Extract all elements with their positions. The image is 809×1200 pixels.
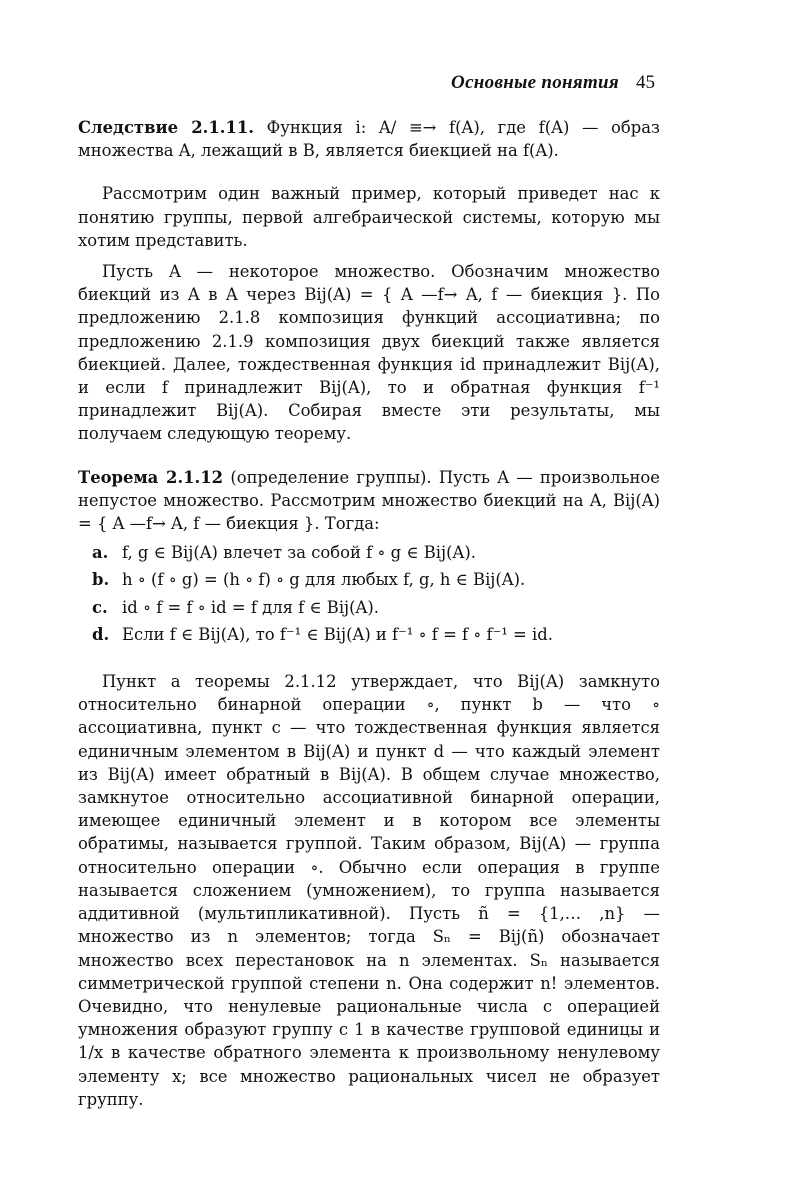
page-header bbox=[0, 72, 809, 98]
item-text: id ∘ f = f ∘ id = f для f ∈ Bij(A). bbox=[122, 597, 379, 617]
page-number: 45 bbox=[636, 72, 655, 93]
theorem-items bbox=[92, 541, 660, 646]
theorem-text: (определение группы). Пусть A — произвольное непустое множество. Рассмотрим множество биекций на A, Bij(A) = { A —f→ A, f — биекция }. Тогда: bbox=[78, 467, 660, 534]
item-mark: c. bbox=[92, 597, 108, 617]
theorem-statement bbox=[78, 466, 660, 536]
theorem-item-a bbox=[92, 541, 660, 564]
discussion-paragraph: Пункт a теоремы 2.1.12 утверждает, что Bij(A) замкнуто относительно бинарной операции ∘, пункт b — что ∘ ассоциативна, пункт c — что тождественная функция является единичным элементом в Bij(A) и пункт d — что каждый элемент из Bij(A) имеет обратный в Bij(A). В общем случае множество, замкнутое относительно ассоциативной бинарной операции, имеющее единичный элемент и в котором все элементы обратимы, называется группой. Таким образом, Bij(A) — группа относительно операции ∘. Обычно если операция в группе называется сложением (умножением), то группа называется аддитивной (мультипликативной). Пусть ñ = {1,… ,n} — множество из n элементов; тогда Sₙ = Bij(ñ) обозначает множество всех перестановок на n элементах. Sₙ называется симметрической группой степени n. Она содержит n! элементов. Очевидно, что ненулевые рациональные числа с операцией умножения образуют группу с 1 в качестве групповой единицы и 1/x в качестве обратного элемента к произвольному ненулевому элементу x; все множество рациональных чисел не образует группу. bbox=[78, 672, 660, 1109]
item-mark: d. bbox=[92, 624, 110, 644]
corollary bbox=[78, 116, 660, 162]
item-mark: b. bbox=[92, 570, 110, 590]
theorem-label: Теорема 2.1.12 bbox=[78, 467, 224, 487]
item-text: Если f ∈ Bij(A), то f⁻¹ ∈ Bij(A) и f⁻¹ ∘ f = f ∘ f⁻¹ = id. bbox=[122, 624, 553, 644]
bijections-paragraph: Пусть A — некоторое множество. Обозначим множество биекций из A в A через Bij(A) = { A —f→ A, f — биекция }. По предложению 2.1.8 композиция функций ассоциативна; по предложению 2.1.9 композиция двух биекций также является биекцией. Далее, тождественная функция id принадлежит Bij(A), и если f принадлежит Bij(A), то и обратная функция f⁻¹ принадлежит Bij(A). Собирая вместе эти результаты, мы получаем следующую теорему. bbox=[78, 262, 660, 444]
theorem-item-b bbox=[92, 568, 660, 591]
item-mark: a. bbox=[92, 543, 109, 563]
corollary-text: Функция i: A/ ≡→ f(A), где f(A) — образ множества A, лежащий в B, является биекцией на f(A). bbox=[78, 118, 660, 161]
running-title: Основные понятия bbox=[451, 72, 619, 93]
corollary-label: Следствие 2.1.11. bbox=[78, 118, 254, 137]
theorem-item-d bbox=[92, 623, 660, 646]
intro-paragraph: Рассмотрим один важный пример, который приведет нас к понятию группы, первой алгебраической системы, которую мы хотим представить. bbox=[78, 184, 660, 250]
body-text bbox=[78, 116, 660, 1111]
item-text: f, g ∈ Bij(A) влечет за собой f ∘ g ∈ Bij(A). bbox=[122, 543, 476, 563]
theorem-item-c bbox=[92, 596, 660, 619]
item-text: h ∘ (f ∘ g) = (h ∘ f) ∘ g для любых f, g, h ∈ Bij(A). bbox=[122, 570, 526, 590]
